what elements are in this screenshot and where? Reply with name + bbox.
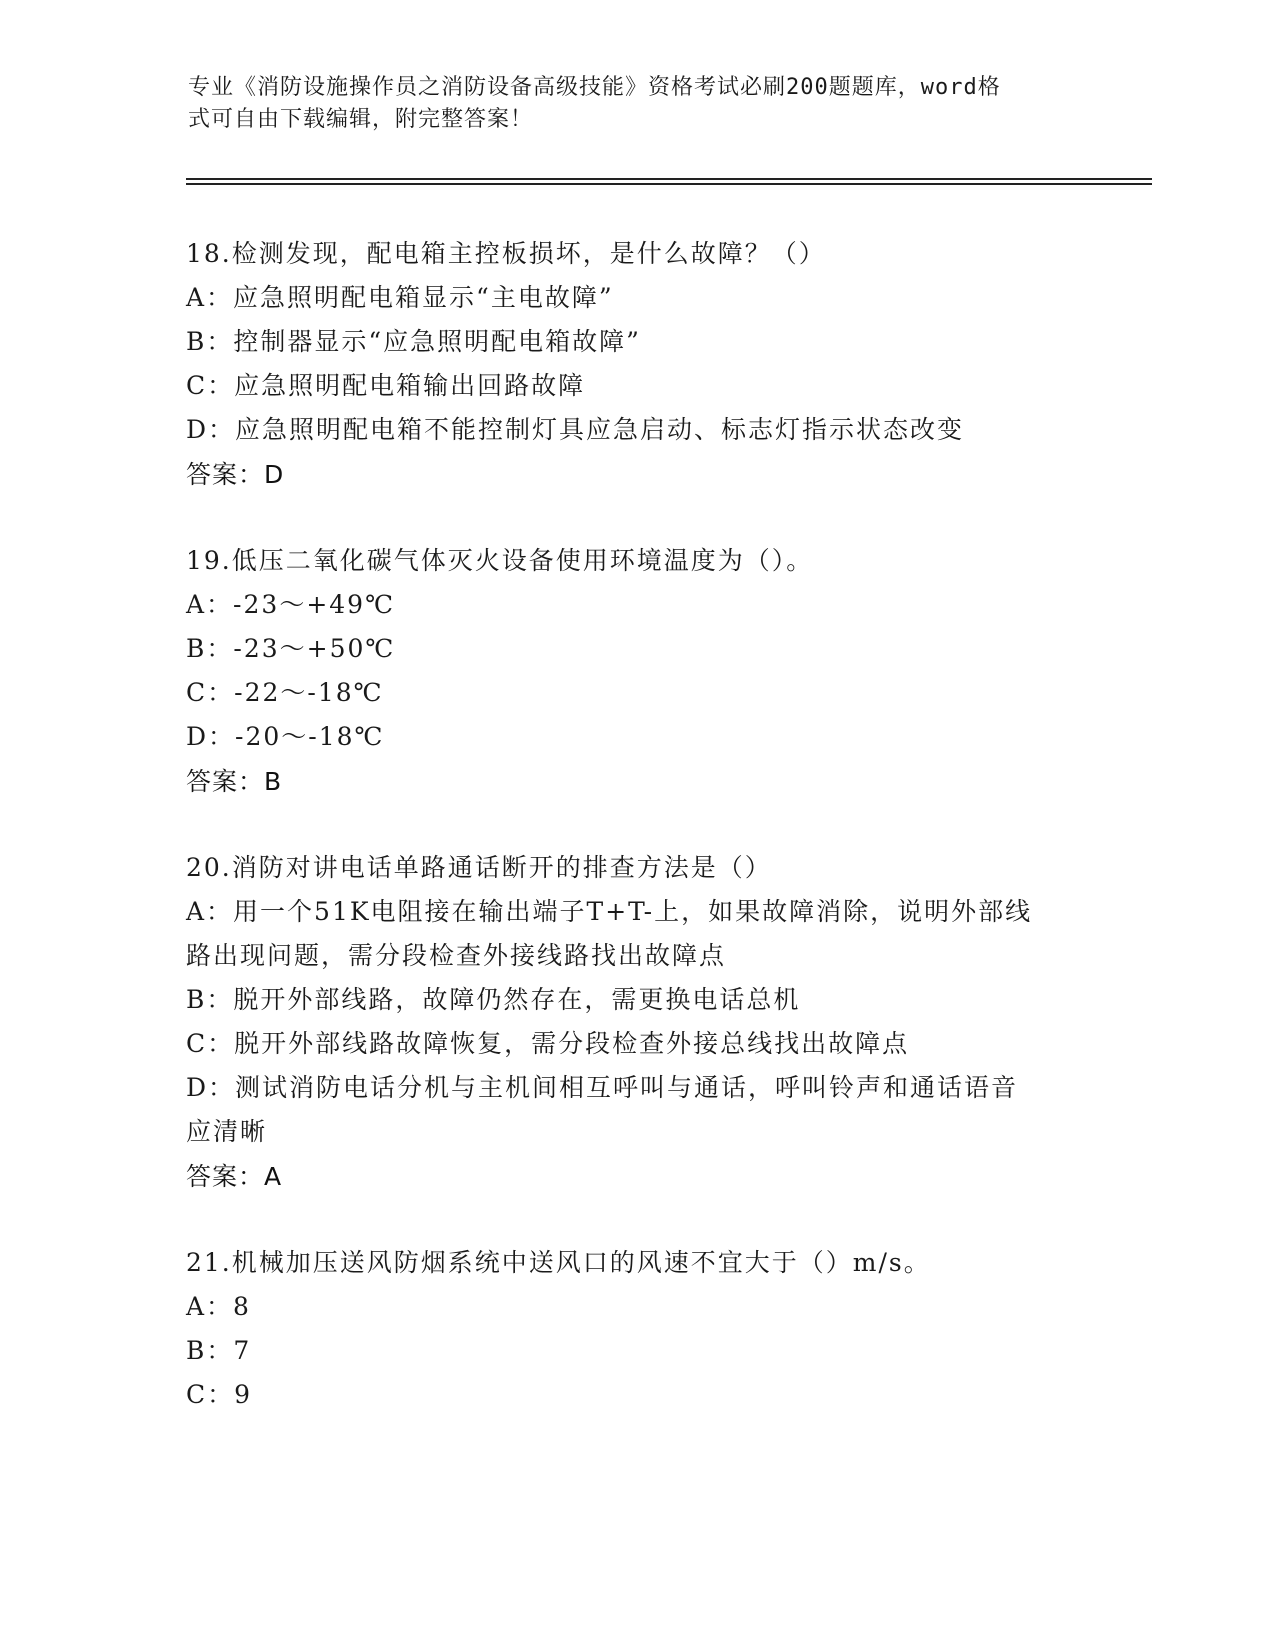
question-20-stem: 20.消防对讲电话单路通话断开的排查方法是（）: [186, 853, 772, 882]
question-21-option-a: A：8: [186, 1292, 251, 1321]
question-19-stem: 19.低压二氧化碳气体灭火设备使用环境温度为（）。: [186, 546, 814, 575]
question-18-option-c: C：应急照明配电箱输出回路故障: [186, 371, 586, 400]
question-18-option-a: A：应急照明配电箱显示“主电故障”: [186, 283, 614, 312]
question-20-answer: 答案：A: [186, 1162, 283, 1191]
question-20-option-d-continued: 应清晰: [186, 1117, 268, 1146]
question-19-option-c: C：-22～-18℃: [186, 678, 384, 707]
question-19-option-a: A：-23～+49℃: [186, 590, 396, 619]
question-20-option-a: A：用一个51K电阻接在输出端子T+T-上，如果故障消除，说明外部线: [186, 897, 1033, 926]
question-21-stem: 21.机械加压送风防烟系统中送风口的风速不宜大于（）m/s。: [186, 1248, 931, 1277]
header-divider-bottom: [186, 183, 1152, 185]
question-20-option-b: B：脱开外部线路，故障仍然存在，需更换电话总机: [186, 985, 801, 1014]
question-20-option-a-continued: 路出现问题，需分段检查外接线路找出故障点: [186, 941, 727, 970]
header-line-1: 专业《消防设施操作员之消防设备高级技能》资格考试必刷200题题库，word格: [188, 75, 1001, 100]
question-19-option-d: D：-20～-18℃: [186, 722, 385, 751]
header-line-2: 式可自由下载编辑，附完整答案！: [188, 107, 534, 132]
question-19-answer: 答案：B: [186, 767, 283, 796]
question-20-option-c: C：脱开外部线路故障恢复，需分段检查外接总线找出故障点: [186, 1029, 910, 1058]
question-18-answer: 答案：D: [186, 460, 285, 489]
question-21-option-c: C：9: [186, 1380, 253, 1409]
question-20-option-d: D：测试消防电话分机与主机间相互呼叫与通话，呼叫铃声和通话语音: [186, 1073, 1019, 1102]
question-18-option-b: B：控制器显示“应急照明配电箱故障”: [186, 327, 641, 356]
question-21-option-b: B：7: [186, 1336, 252, 1365]
document-header: [188, 72, 1068, 136]
question-19-option-b: B：-23～+50℃: [186, 634, 396, 663]
question-18-stem: 18.检测发现，配电箱主控板损坏，是什么故障？（）: [186, 239, 826, 268]
header-divider-top: [186, 178, 1152, 180]
question-18-option-d: D：应急照明配电箱不能控制灯具应急启动、标志灯指示状态改变: [186, 415, 965, 444]
